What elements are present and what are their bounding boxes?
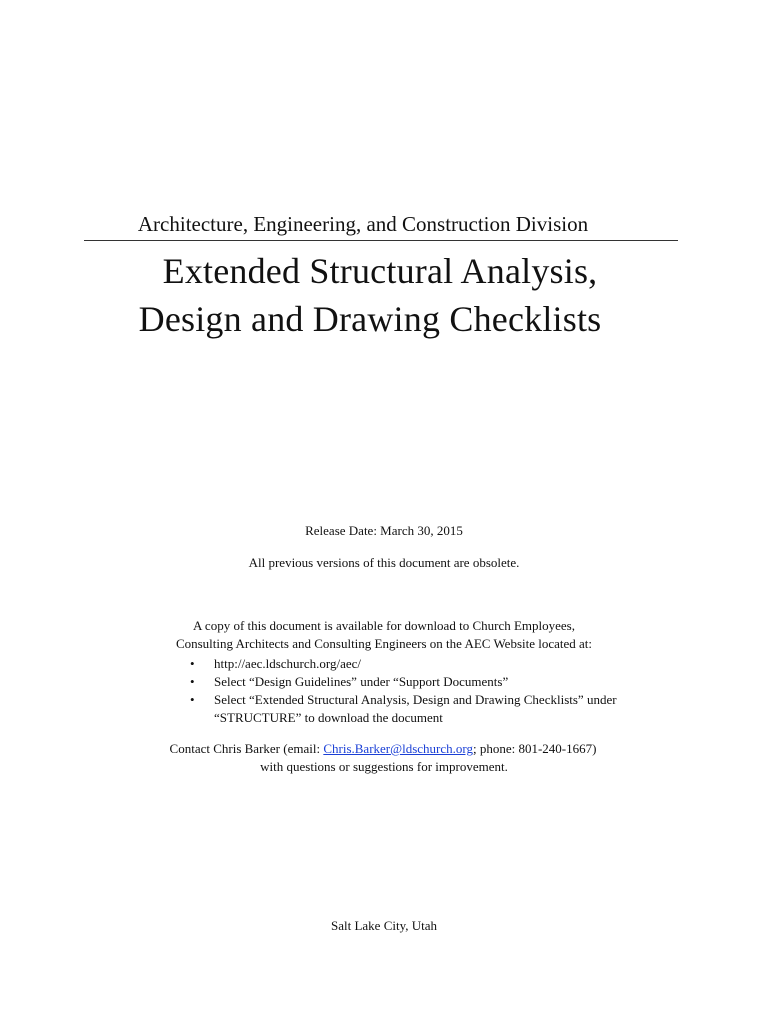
- obsolete-notice: All previous versions of this document are obsolete.: [248, 555, 520, 570]
- availability-line-2: Consulting Architects and Consulting Engineers on the AEC Website located at:: [175, 636, 593, 651]
- contact-prefix: Contact Chris Barker (email:: [169, 741, 324, 756]
- list-item-text[interactable]: http://aec.ldschurch.org/aec/: [214, 656, 362, 671]
- division-heading: [84, 211, 678, 237]
- release-date: Release Date: March 30, 2015: [305, 523, 463, 538]
- document-title: [60, 247, 700, 343]
- availability-paragraph: [0, 617, 768, 653]
- city-footer: Salt Lake City, Utah: [330, 918, 438, 933]
- list-item: [190, 655, 660, 673]
- instructions-list: [190, 655, 660, 727]
- list-item-text: Select “Design Guidelines” under “Support Documents”: [214, 674, 509, 689]
- title-line-1: Extended Structural Analysis,: [162, 251, 598, 291]
- contact-suffix: ; phone: 801-240-1667): [472, 741, 597, 756]
- bullet-icon: •: [190, 656, 195, 671]
- division-heading-text: Architecture, Engineering, and Construction Division: [137, 212, 589, 236]
- bullet-icon: •: [190, 692, 195, 707]
- contact-line-2: with questions or suggestions for improvement.: [260, 759, 508, 774]
- list-item: [190, 691, 660, 727]
- contact-line-1: [0, 740, 768, 758]
- list-item-text: Select “Extended Structural Analysis, Design and Drawing Checklists” under “STRUCTURE” to download the document: [214, 692, 617, 725]
- list-item: [190, 673, 660, 691]
- header-rule: [84, 240, 678, 241]
- email-link[interactable]: Chris.Barker@ldschurch.org: [323, 741, 473, 756]
- availability-line-1: A copy of this document is available for download to Church Employees,: [193, 618, 575, 633]
- contact-paragraph: [0, 740, 768, 776]
- bullet-icon: •: [190, 674, 195, 689]
- title-line-2: Design and Drawing Checklists: [138, 299, 602, 339]
